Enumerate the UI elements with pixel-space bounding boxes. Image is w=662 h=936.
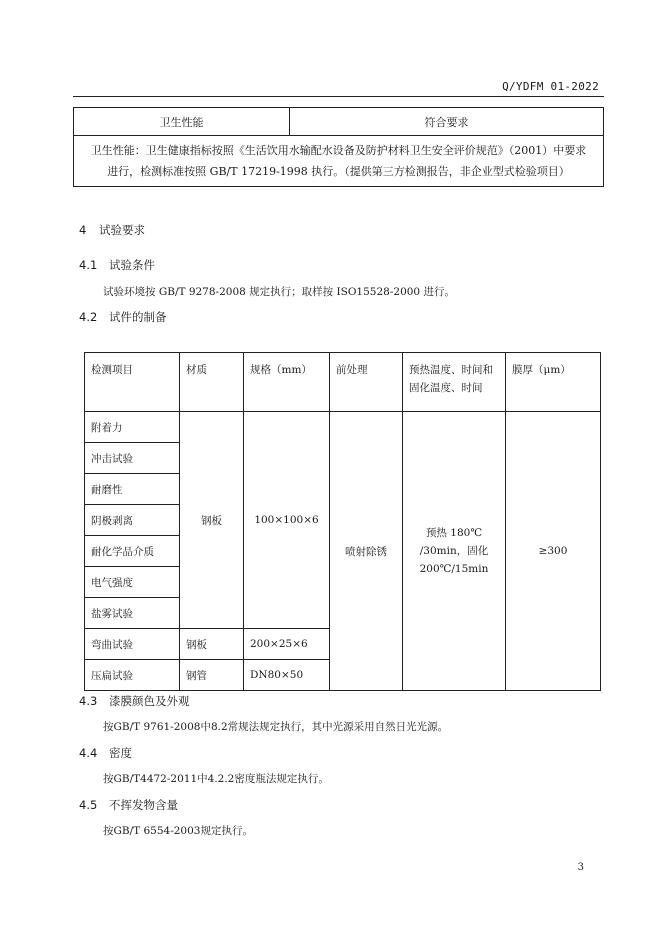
table-row-item: 耐磨性 xyxy=(85,474,180,505)
header-material: 材质 xyxy=(180,353,244,412)
group-material: 钢板 xyxy=(180,412,244,629)
section-number: 4.1 xyxy=(79,258,98,272)
page-number: 3 xyxy=(577,862,584,873)
table-row-item: 弯曲试验 xyxy=(85,629,180,660)
hygiene-desc-line1: 卫生性能：卫生健康指标按照《生活饮用水输配水设备及防护材料卫生安全评价规范》（2001）中要求 xyxy=(90,144,587,157)
bend-material: 钢板 xyxy=(180,629,244,660)
section-4-3-text: 按GB/T 9761-2008中8.2常规法规定执行，其中光源采用自然日光光源。 xyxy=(103,721,449,733)
section-4-3-heading xyxy=(79,693,190,709)
table-row-item: 冲击试验 xyxy=(85,443,180,474)
section-4-1-heading xyxy=(79,257,155,273)
header-heat-cure xyxy=(403,353,506,412)
hygiene-description xyxy=(74,136,604,187)
bend-spec: 200×25×6 xyxy=(244,629,330,660)
section-4-5-heading xyxy=(79,797,178,813)
section-number: 4.3 xyxy=(79,694,98,708)
section-title: 试件的制备 xyxy=(109,310,167,324)
heat-line2: /30min，固化 xyxy=(419,545,489,557)
document-code: Q/YDFM 01-2022 xyxy=(502,80,599,93)
section-number: 4.5 xyxy=(79,798,98,812)
header-rule xyxy=(73,96,604,97)
section-title: 试验条件 xyxy=(109,258,155,272)
group-spec: 100×100×6 xyxy=(244,412,330,629)
hygiene-col-requirement: 符合要求 xyxy=(290,108,604,136)
table-row-item: 阴极剥离 xyxy=(85,505,180,536)
header-item: 检测项目 xyxy=(85,353,180,412)
section-number: 4.2 xyxy=(79,310,98,324)
header-spec: 规格（mm） xyxy=(244,353,330,412)
section-title: 密度 xyxy=(109,746,132,760)
header-heat-line2: 固化温度、时间 xyxy=(409,382,483,394)
table-row-item: 电气强度 xyxy=(85,567,180,598)
header-heat-line1: 预热温度、时间和 xyxy=(409,364,493,376)
hygiene-desc-line2: 进行，检测标准按照 GB/T 17219-1998 执行。（提供第三方检测报告，非企业型式检验项目） xyxy=(107,165,570,178)
section-title: 试验要求 xyxy=(99,223,145,237)
section-title: 不挥发物含量 xyxy=(109,798,178,812)
flat-material: 钢管 xyxy=(180,660,244,691)
section-4-4-text: 按GB/T4472-2011中4.2.2密度瓶法规定执行。 xyxy=(103,773,329,785)
heat-cure-value xyxy=(403,412,506,691)
section-4-1-text: 试验环境按 GB/T 9278-2008 规定执行；取样按 ISO15528-2000 进行。 xyxy=(103,286,455,298)
section-4-2-heading xyxy=(79,309,167,325)
section-4-5-text: 按GB/T 6554-2003规定执行。 xyxy=(103,825,253,837)
thickness-value: ≥300 xyxy=(506,412,601,691)
header-thickness: 膜厚（μm） xyxy=(506,353,601,412)
pretreatment-value: 喷射除锈 xyxy=(330,412,403,691)
specimen-table xyxy=(84,352,601,691)
table-row-item: 压扁试验 xyxy=(85,660,180,691)
section-number: 4.4 xyxy=(79,746,98,760)
header-pretreatment: 前处理 xyxy=(330,353,403,412)
heat-line1: 预热 180℃ xyxy=(425,527,483,539)
hygiene-col-item: 卫生性能 xyxy=(74,108,290,136)
section-number: 4 xyxy=(79,223,87,237)
heat-line3: 200℃/15min xyxy=(419,563,489,575)
table-row-item: 附着力 xyxy=(85,412,180,443)
table-row-item: 盐雾试验 xyxy=(85,598,180,629)
flat-spec: DN80×50 xyxy=(244,660,330,691)
section-title: 漆膜颜色及外观 xyxy=(109,694,190,708)
table-row-item: 耐化学品介质 xyxy=(85,536,180,567)
section-4-4-heading xyxy=(79,745,132,761)
section-4-heading xyxy=(79,222,145,238)
hygiene-table xyxy=(73,107,604,187)
